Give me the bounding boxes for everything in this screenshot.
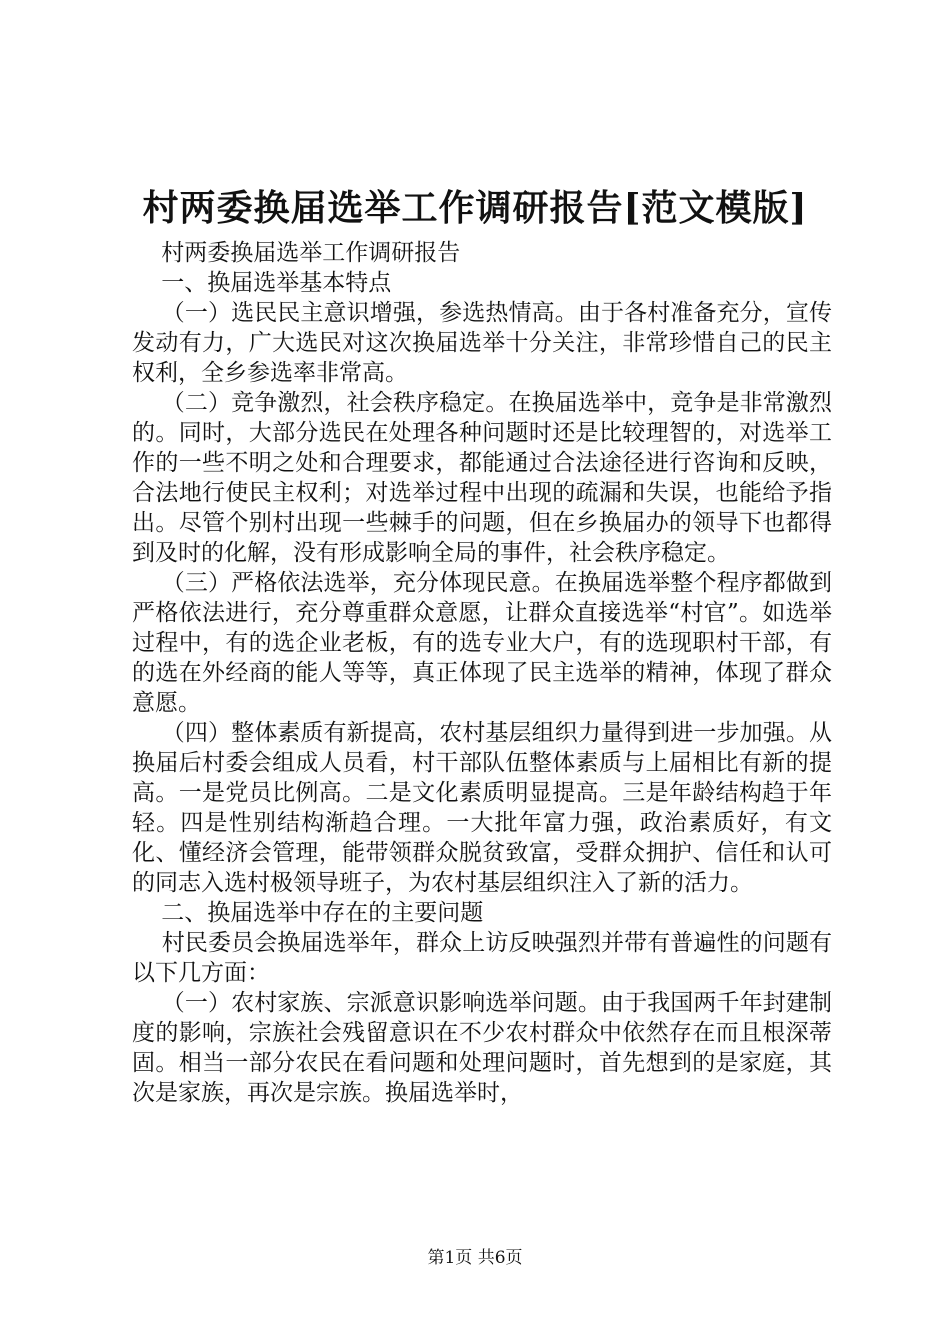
section-heading: 二、换届选举中存在的主要问题	[132, 900, 484, 926]
paragraph: 村两委换届选举工作调研报告	[132, 240, 461, 266]
paragraph: （四）整体素质有新提高，农村基层组织力量得到进一步加强。从换届后村委会组成人员看，村干部队伍整体素质与上届相比有新的提高。一是党员比例高。二是文化素质明显提高。三是年龄结构趋于年轻。四是性别结构渐趋合理。一大批年富力强，政治素质好，有文化、懂经济会管理，能带领群众脱贫致富，受群众拥护、信任和认可的同志入选村极领导班子，为农村基层组织注入了新的活力。	[132, 720, 832, 896]
paragraph: （一）选民民主意识增强，参选热情高。由于各村准备充分，宣传发动有力，广大选民对这次换届选举十分关注，非常珍惜自己的民主权利，全乡参选率非常高。	[132, 300, 832, 386]
page-footer: 第1页 共6页	[427, 1248, 523, 1268]
document-body	[132, 238, 832, 1108]
paragraph: （一）农村家族、宗派意识影响选举问题。由于我国两千年封建制度的影响，宗族社会残留意识在不少农村群众中依然存在而且根深蒂固。相当一部分农民在看问题和处理问题时，首先想到的是家庭，其次是家族，再次是宗族。换届选举时，	[132, 990, 832, 1106]
paragraph: （三）严格依法选举，充分体现民意。在换届选举整个程序都做到严格依法进行，充分尊重群众意愿，让群众直接选举“村官”。如选举过程中，有的选企业老板，有的选专业大户，有的选现职村干部，有的选在外经商的能人等等，真正体现了民主选举的精神，体现了群众意愿。	[132, 570, 832, 716]
paragraph: （二）竞争激烈，社会秩序稳定。在换届选举中，竞争是非常激烈的。同时，大部分选民在处理各种问题时还是比较理智的，对选举工作的一些不明之处和合理要求，都能通过合法途径进行咨询和反映，合法地行使民主权利；对选举过程中出现的疏漏和失误，也能给予指出。尽管个别村出现一些棘手的问题，但在乡换届办的领导下也都得到及时的化解，没有形成影响全局的事件，社会秩序稳定。	[132, 390, 832, 566]
document-title: 村两委换届选举工作调研报告[范文模版]	[142, 187, 808, 229]
paragraph: 村民委员会换届选举年，群众上访反映强烈并带有普遍性的问题有以下几方面：	[132, 930, 832, 986]
section-heading: 一、换届选举基本特点	[132, 270, 392, 296]
